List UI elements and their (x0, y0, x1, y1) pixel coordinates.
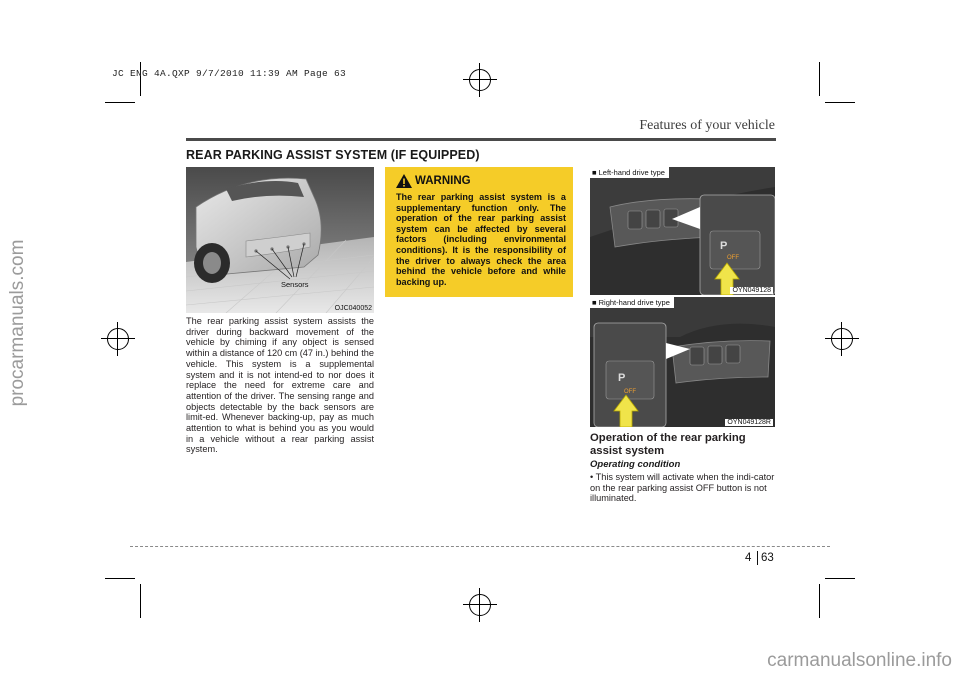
crop-mark (105, 578, 135, 579)
page-number: 63 (761, 552, 774, 564)
svg-text:P: P (618, 372, 626, 384)
registration-mark-top (463, 63, 497, 97)
side-watermark: procarmanuals.com (7, 239, 28, 407)
warning-box (385, 167, 573, 297)
rhd-label: ■ Right-hand drive type (590, 297, 674, 308)
off-indicator-text-rhd: OFF (624, 389, 636, 395)
svg-text:P: P (720, 240, 728, 252)
page-title: REAR PARKING ASSIST SYSTEM (IF EQUIPPED) (186, 148, 480, 162)
warning-text: The rear parking assist system is a supplementary function only. The operation of the rear parking assist system can be affected by several factors (including environmental conditions). It is the responsibility of the driver to always check the area behind the vehicle before and while backing up. (396, 192, 566, 287)
section-header: Features of your vehicle (639, 118, 775, 133)
crop-mark (819, 584, 820, 618)
crop-mark (825, 102, 855, 103)
registration-mark-bottom (463, 588, 497, 622)
car-rear-illustration (186, 167, 374, 313)
header-rule (186, 138, 776, 141)
crop-mark (140, 584, 141, 618)
crop-mark (819, 62, 820, 96)
bottom-watermark: carmanualsonline.info (767, 650, 952, 671)
rhd-dashboard-illustration (590, 297, 775, 427)
registration-mark-right (825, 322, 859, 356)
operation-subheading: Operating condition (590, 459, 681, 470)
lhd-label: ■ Left-hand drive type (590, 167, 669, 178)
lhd-dashboard-illustration (590, 167, 775, 295)
figure-label-sensors: Sensors (281, 280, 309, 289)
body-paragraph: The rear parking assist system assists the driver during backward movement of the vehicle by chiming if any object is sensed within a distance of 120 cm (47 in.) behind the vehicle. This system is a supplemental system and it is not intend-ed to nor does it replace the need for extreme care and attention of the driver. The sensing range and objects detectable by the back sensors are limit-ed. Whenever backing-up, pay as much attention to what is behind you as you would in a vehicle without a rear parking assist system. (186, 316, 374, 455)
warning-title: WARNING (415, 175, 471, 187)
crop-mark (105, 102, 135, 103)
operation-heading: Operation of the rear parking assist system (590, 432, 746, 457)
figure-code-rhd: OYN049128R (727, 419, 771, 426)
warning-triangle-icon (395, 173, 413, 189)
rhd-switch-figure (590, 297, 775, 427)
crop-mark (825, 578, 855, 579)
chapter-number: 4 (745, 552, 752, 564)
car-sensors-figure (186, 167, 374, 313)
off-indicator-text: OFF (727, 255, 739, 261)
operation-bullet: • This system will activate when the indi-cator on the rear parking assist OFF button is not illuminated. (590, 472, 775, 504)
print-file-info: JC ENG 4A.QXP 9/7/2010 11:39 AM Page 63 (112, 68, 347, 79)
footer-separator (757, 551, 758, 565)
figure-code-car: OJC040052 (334, 305, 372, 312)
footer-rule (130, 546, 830, 547)
registration-mark-left (101, 322, 135, 356)
lhd-switch-figure (590, 167, 775, 295)
figure-code-lhd: OYN049128 (732, 287, 771, 294)
